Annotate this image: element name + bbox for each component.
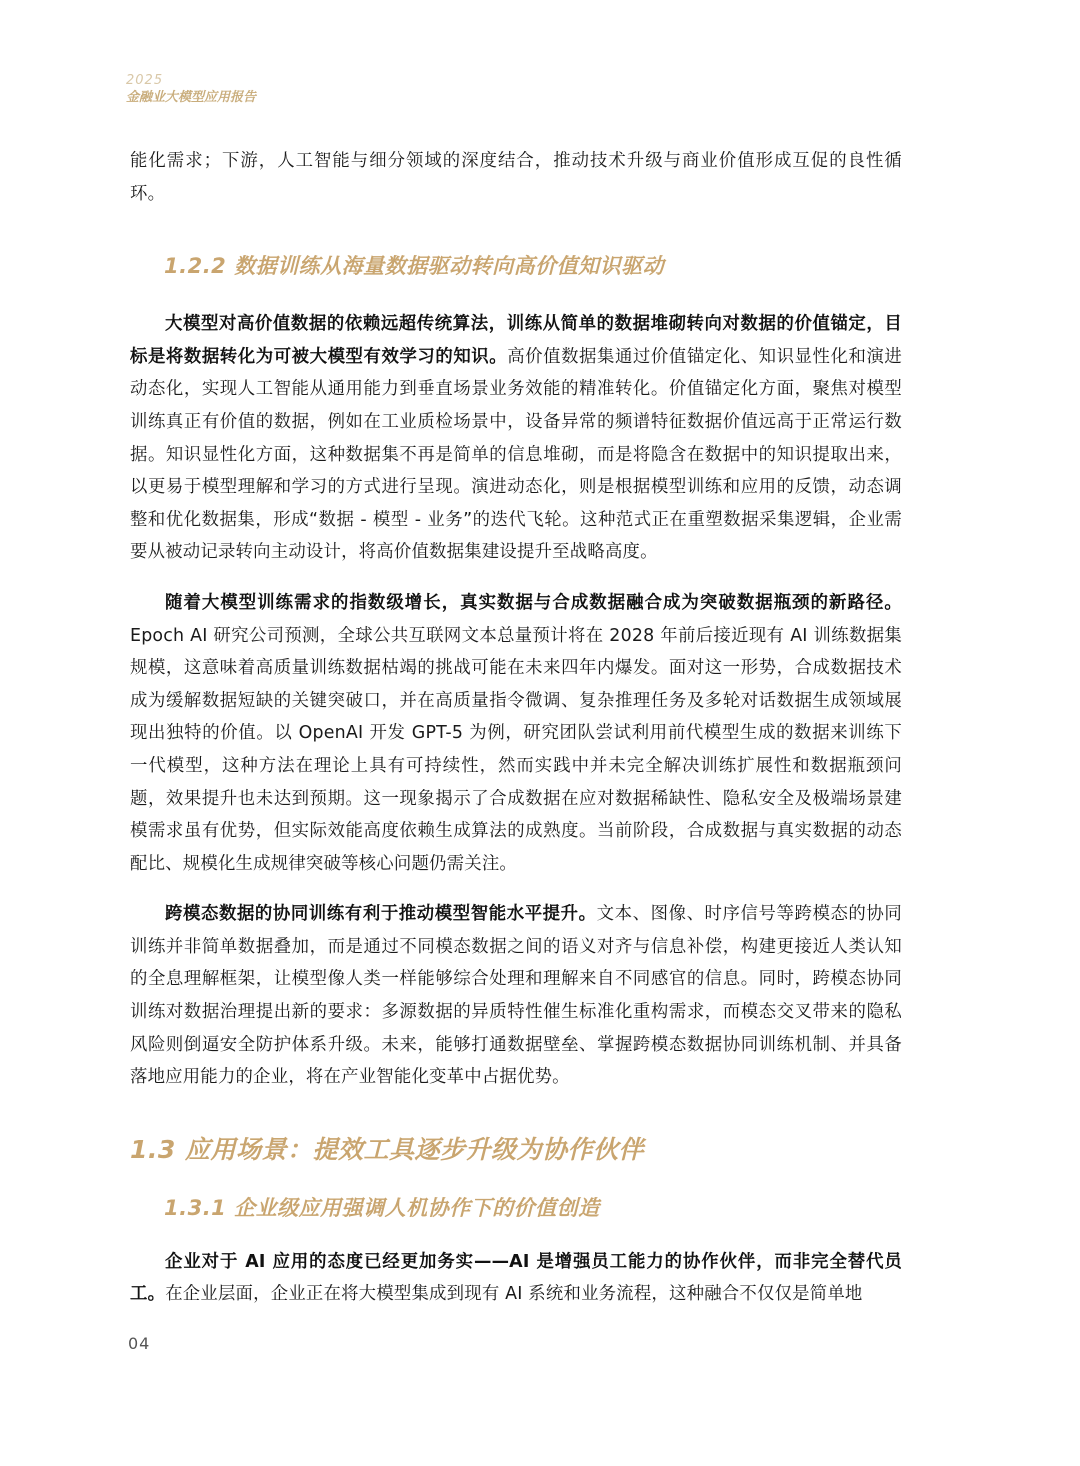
section-1-3-1-paragraph-1 (130, 1246, 902, 1311)
paragraph-3-text: 文本、图像、时序信号等跨模态的协同训练并非简单数据叠加，而是通过不同模态数据之间的语义对齐与信息补偿，构建更接近人类认知的全息理解框架，让模型像人类一样能够综合处理和理解来自不同感官的信息。同时，跨模态协同训练对数据治理提出新的要求：多源数据的异质特性催生标准化重构需求，而模态交叉带来的隐私风险则倒逼安全防护体系升级。未来，能够打通数据壁垒、掌握跨模态数据协同训练机制、并具备落地应用能力的企业，将在产业智能化变革中占据优势。 (130, 904, 902, 1088)
header-report-title: 金融业大模型应用报告 (126, 90, 257, 105)
paragraph-2-lead: 随着大模型训练需求的指数级增长，真实数据与合成数据融合成为突破数据瓶颈的新路径。 (165, 592, 902, 613)
paragraph-2-text: Epoch AI 研究公司预测，全球公共互联网文本总量预计将在 2028 年前后接近现有 AI 训练数据集规模，这意味着高质量训练数据枯竭的挑战可能在未来四年内爆发。面对这一形势，合成数据技术成为缓解数据短缺的关键突破口，并在高质量指令微调、复杂推理任务及多轮对话数据生成领域展现出独特的价值。以 OpenAI 开发 GPT-5 为例，研究团队尝试利用前代模型生成的数据来训练下一代模型，这种方法在理论上具有可持续性，然而实践中并未完全解决训练扩展性和数据瓶颈问题，效果提升也未达到预期。这一现象揭示了合成数据在应对数据稀缺性、隐私安全及极端场景建模需求虽有优势，但实际效能高度依赖生成算法的成熟度。当前阶段，合成数据与真实数据的动态配比、规模化生成规律突破等核心问题仍需关注。 (130, 625, 902, 874)
page-header (126, 74, 256, 104)
page-content (130, 145, 902, 1311)
section-1-3-1-heading: 1.3.1 企业级应用强调人机协作下的价值创造 (164, 1195, 600, 1220)
paragraph-1-lead: 大模型对高价值数据的依赖远超传统算法，训练从简单的数据堆砌转向对数据的价值锚定，目标是将数据转化为可被大模型有效学习的知识。 (130, 314, 902, 367)
paragraph-1-text: 高价值数据集通过价值锚定化、知识显性化和演进动态化，实现人工智能从通用能力到垂直场景业务效能的精准转化。价值锚定化方面，聚焦对模型训练真正有价值的数据，例如在工业质检场景中，设备异常的频谱特征数据价值远高于正常运行数据。知识显性化方面，这种数据集不再是简单的信息堆砌，而是将隐含在数据中的知识提取出来，以更易于模型理解和学习的方式进行呈现。演进动态化，则是根据模型训练和应用的反馈，动态调整和优化数据集，形成“数据 - 模型 - 业务”的迭代飞轮。这种范式正在重塑数据采集逻辑，企业需要从被动记录转向主动设计，将高价值数据集建设提升至战略高度。 (130, 346, 902, 563)
section-1-2-2-paragraph-2 (130, 587, 902, 880)
section-1-3-heading: 1.3 应用场景：提效工具逐步升级为协作伙伴 (130, 1134, 644, 1164)
page-number: 04 (128, 1334, 151, 1353)
intro-line: 能化需求；下游，人工智能与细分领域的深度结合，推动技术升级与商业价值形成互促的良性循环。 (130, 151, 902, 204)
section-1-3-1-lead: 企业对于 AI 应用的态度已经更加务实——AI 是增强员工能力的协作伙伴，而非完全替代员工。 (130, 1251, 902, 1305)
section-1-2-2-paragraph-3 (130, 898, 902, 1094)
section-1-3-1-text: 在企业层面，企业正在将大模型集成到现有 AI 系统和业务流程，这种融合不仅仅是简单地 (165, 1284, 863, 1305)
header-year: 2025 (126, 73, 164, 88)
section-1-2-2-paragraph-1 (130, 308, 902, 569)
section-1-2-2-heading: 1.2.2 数据训练从海量数据驱动转向高价值知识驱动 (164, 254, 665, 279)
paragraph-3-lead: 跨模态数据的协同训练有利于推动模型智能水平提升。 (165, 904, 597, 925)
